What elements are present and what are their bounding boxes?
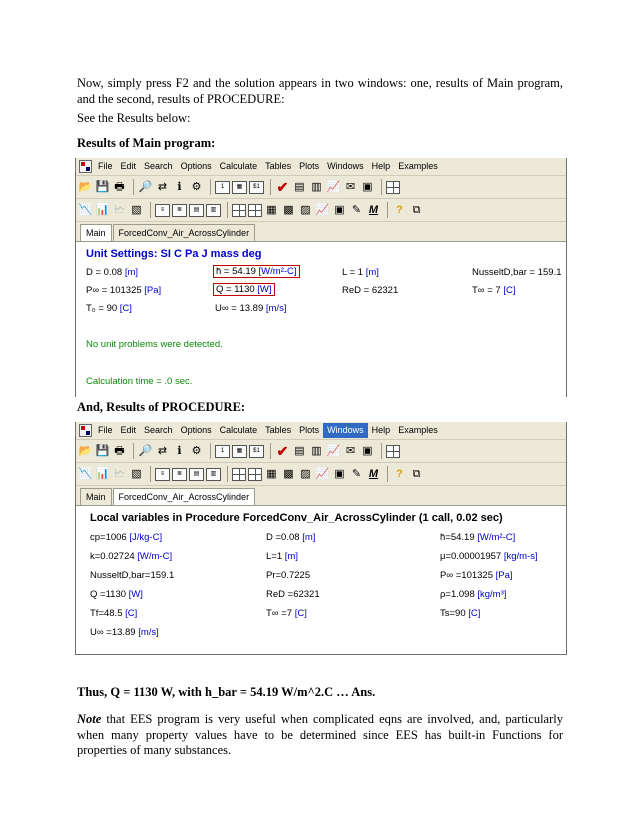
plot-icon[interactable]: 📈 — [326, 180, 341, 193]
image-icon[interactable]: ▧ — [131, 203, 142, 216]
report-icon[interactable]: ▨ — [300, 467, 311, 480]
var-rho: ρ=1.098 [kg/m³] — [440, 589, 507, 600]
open-folder-icon[interactable]: 📂 — [78, 444, 93, 457]
var-h-bar: h̄ = 54.19 [W/m²-C] — [213, 265, 300, 278]
tab-main[interactable]: Main — [80, 224, 112, 241]
plot-window-icon[interactable]: 📈 — [315, 467, 330, 480]
arrays-icon[interactable]: $1 — [249, 445, 264, 458]
note-paragraph — [77, 712, 563, 759]
copy-window-icon[interactable]: ⧉ — [412, 467, 421, 480]
toolbar-windows-2 — [76, 463, 566, 486]
residuals-icon[interactable]: ▥ — [206, 468, 221, 481]
print-icon[interactable]: 🖶 — [114, 180, 125, 193]
ees-app-icon[interactable] — [79, 160, 92, 173]
chart-icon[interactable]: 📉 — [78, 467, 93, 480]
unit-settings-title: Unit Settings: SI C Pa J mass deg — [86, 248, 262, 260]
diagram-window-icon[interactable]: ▣ — [334, 203, 345, 216]
notes-icon[interactable]: ✎ — [351, 467, 362, 480]
var-p-inf: P∞ = 101325 [Pa] — [86, 285, 162, 296]
solve-table-icon[interactable]: ▥ — [311, 444, 322, 457]
var-re-d: ReD = 62321 — [342, 285, 399, 296]
residuals-icon[interactable]: ▥ — [206, 204, 221, 217]
tab-procedure[interactable]: ForcedConv_Air_AcrossCylinder — [113, 224, 256, 241]
toolbar-windows — [76, 199, 566, 222]
lookup-table-icon[interactable] — [248, 204, 262, 217]
replace-icon[interactable]: ⇄ — [157, 444, 168, 457]
tab-procedure-2[interactable]: ForcedConv_Air_AcrossCylinder — [113, 488, 256, 505]
check-icon[interactable]: ✔ — [276, 443, 289, 459]
note-word: Note — [77, 712, 102, 726]
ees-main-window — [75, 158, 567, 397]
menu-edit[interactable]: Edit — [120, 161, 137, 171]
copy-window-icon[interactable]: ⧉ — [412, 203, 421, 216]
var-q: Q = 1130 [W] — [213, 283, 275, 296]
menu-file[interactable]: File — [98, 161, 113, 171]
menu-windows[interactable]: Windows — [327, 161, 364, 171]
var-ts: Ts=90 [C] — [440, 608, 481, 619]
see-results-text: See the Results below: — [77, 111, 191, 125]
var-q-2: Q =1130 [W] — [90, 589, 143, 600]
var-u-inf: U∞ = 13.89 [m/s] — [215, 303, 287, 314]
calculator-icon[interactable]: ▤ — [294, 444, 305, 457]
menu-file-2[interactable]: File — [98, 425, 113, 435]
unit-check-message: No unit problems were detected. — [86, 339, 223, 350]
mail-icon[interactable]: ✉ — [345, 180, 356, 193]
menu-bar — [76, 158, 566, 176]
window-icon[interactable]: ▦ — [232, 181, 247, 194]
var-u-inf-2: U∞ =13.89 [m/s] — [90, 627, 159, 638]
menu-calculate-2[interactable]: Calculate — [219, 425, 258, 435]
var-k: k=0.02724 [W/m-C] — [90, 551, 173, 562]
print-icon[interactable]: 🖶 — [114, 444, 125, 457]
table-icon[interactable] — [386, 445, 400, 458]
menu-calculate[interactable]: Calculate — [219, 161, 258, 171]
var-t-inf-2: T∞ =7 [C] — [266, 608, 307, 619]
open-folder-icon[interactable]: 📂 — [78, 180, 93, 193]
main-results-heading: Results of Main program: — [77, 136, 216, 150]
help-icon[interactable]: ? — [396, 467, 403, 480]
image-icon[interactable]: ▧ — [131, 467, 142, 480]
arrays-icon[interactable]: $1 — [249, 181, 264, 194]
graph-icon[interactable]: 🗠 — [113, 467, 126, 480]
menu-plots-2[interactable]: Plots — [299, 425, 320, 435]
solve-table-icon[interactable]: ▥ — [311, 180, 322, 193]
menu-help[interactable]: Help — [371, 161, 391, 171]
intro-paragraph: Now, simply press F2 and the solution appears in two windows: one, results of Main program, and the second, results of PROCEDURE: — [77, 76, 563, 106]
equations-icon[interactable]: ≡ — [155, 468, 170, 481]
m-icon[interactable]: M — [368, 467, 379, 480]
check-icon[interactable]: ✔ — [276, 179, 289, 195]
procedure-results-panel — [76, 506, 566, 654]
arrays-table-icon[interactable]: ▦ — [266, 467, 277, 480]
equations-icon[interactable]: ≡ — [155, 204, 170, 217]
conclusion-text: Thus, Q = 1130 W, with h_bar = 54.19 W/m^2.C … Ans. — [77, 685, 376, 699]
param-table-icon[interactable] — [232, 468, 246, 481]
var-l-2: L=1 [m] — [266, 551, 298, 562]
arrays-table-icon[interactable]: ▦ — [266, 203, 277, 216]
var-t0: T₀ = 90 [C] — [86, 303, 132, 314]
mail-icon[interactable]: ✉ — [345, 444, 356, 457]
tab-bar-2 — [76, 486, 566, 506]
calculator-icon[interactable]: ▤ — [294, 180, 305, 193]
menu-search-2[interactable]: Search — [144, 425, 173, 435]
var-cp: cp=1006 [J/kg-C] — [90, 532, 163, 543]
diagram-icon[interactable]: ▣ — [362, 180, 373, 193]
menu-tables[interactable]: Tables — [265, 161, 292, 171]
ees-app-icon-2[interactable] — [79, 424, 92, 437]
var-d-2: D =0.08 [m] — [266, 532, 316, 543]
menu-help-2[interactable]: Help — [371, 425, 391, 435]
find-icon[interactable]: 🔎 — [138, 444, 153, 457]
menu-options[interactable]: Options — [180, 161, 212, 171]
plot-icon[interactable]: 📈 — [326, 444, 341, 457]
graph-icon[interactable]: 🗠 — [113, 203, 126, 216]
main-results-panel — [76, 242, 566, 397]
m-icon[interactable]: M — [368, 203, 379, 216]
var-nusselt: NusseltD,bar = 159.1 — [472, 267, 562, 278]
window-icon[interactable]: ▦ — [232, 445, 247, 458]
var-p-inf-2: P∞ =101325 [Pa] — [440, 570, 513, 581]
menu-edit-2[interactable]: Edit — [120, 425, 137, 435]
var-nusselt-2: NusseltD,bar=159.1 — [90, 570, 175, 581]
menu-windows-2[interactable]: Windows — [323, 423, 368, 438]
menu-options-2[interactable]: Options — [180, 425, 212, 435]
unit-icon[interactable]: ⚙ — [191, 180, 202, 193]
table-icon[interactable] — [386, 181, 400, 194]
chart2-icon[interactable]: 📊 — [95, 467, 110, 480]
procedure-results-heading: And, Results of PROCEDURE: — [77, 400, 246, 414]
var-t-inf: T∞ = 7 [C] — [472, 285, 516, 296]
param-table-icon[interactable] — [232, 204, 246, 217]
ees-procedure-window — [75, 422, 567, 655]
chart-icon[interactable]: 📉 — [78, 203, 93, 216]
info-icon[interactable]: ℹ — [177, 180, 182, 193]
replace-icon[interactable]: ⇄ — [157, 180, 168, 193]
find-icon[interactable]: 🔎 — [138, 180, 153, 193]
integral-table-icon[interactable]: ▩ — [283, 203, 294, 216]
var-tf: Tf=48.5 [C] — [90, 608, 138, 619]
help-icon[interactable]: ? — [396, 203, 403, 216]
formatted-equations-icon[interactable]: 1 — [215, 445, 230, 458]
solution-icon[interactable]: ▤ — [189, 468, 204, 481]
menu-plots[interactable]: Plots — [299, 161, 320, 171]
menu-bar-2 — [76, 422, 566, 440]
integral-table-icon[interactable]: ▩ — [283, 467, 294, 480]
unit-icon[interactable]: ⚙ — [191, 444, 202, 457]
lookup-table-icon[interactable] — [248, 468, 262, 481]
var-d: D = 0.08 [m] — [86, 267, 139, 278]
var-mu: μ=0.00001957 [kg/m-s] — [440, 551, 538, 562]
formatted-icon[interactable]: ≣ — [172, 204, 187, 217]
menu-search[interactable]: Search — [144, 161, 173, 171]
var-re-d-2: ReD =62321 — [266, 589, 320, 600]
procedure-title: Local variables in Procedure ForcedConv_Air_AcrossCylinder (1 call, 0.02 sec) — [90, 512, 503, 524]
tab-bar — [76, 222, 566, 242]
chart2-icon[interactable]: 📊 — [95, 203, 110, 216]
save-icon[interactable]: 💾 — [95, 180, 110, 193]
notes-icon[interactable]: ✎ — [351, 203, 362, 216]
report-icon[interactable]: ▨ — [300, 203, 311, 216]
diagram-icon[interactable]: ▣ — [362, 444, 373, 457]
toolbar-main-2 — [76, 440, 566, 463]
formatted-equations-icon[interactable]: 1 — [215, 181, 230, 194]
save-icon[interactable]: 💾 — [95, 444, 110, 457]
var-pr: Pr=0.7225 — [266, 570, 311, 581]
menu-tables-2[interactable]: Tables — [265, 425, 292, 435]
menu-examples-2[interactable]: Examples — [398, 425, 438, 435]
note-text: that EES program is very useful when complicated eqns are involved, and, particularly when many property values have to be determined since EES has built-in Functions for properties of many substances. — [77, 712, 563, 757]
tab-main-2[interactable]: Main — [80, 488, 112, 505]
var-l: L = 1 [m] — [342, 267, 379, 278]
plot-window-icon[interactable]: 📈 — [315, 203, 330, 216]
toolbar-main — [76, 176, 566, 199]
var-h-bar-2: h̄=54.19 [W/m²-C] — [440, 532, 516, 543]
menu-examples[interactable]: Examples — [398, 161, 438, 171]
calculation-time: Calculation time = .0 sec. — [86, 376, 193, 387]
solution-icon[interactable]: ▤ — [189, 204, 204, 217]
formatted-icon[interactable]: ≣ — [172, 468, 187, 481]
info-icon[interactable]: ℹ — [177, 444, 182, 457]
diagram-window-icon[interactable]: ▣ — [334, 467, 345, 480]
